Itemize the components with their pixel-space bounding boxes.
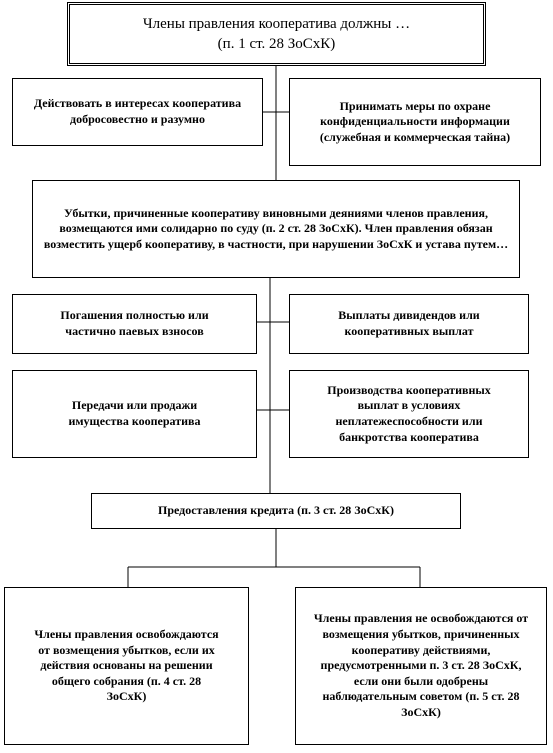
credit-text: Предоставления кредита (п. 3 ст. 28 ЗоСхК) bbox=[157, 503, 395, 518]
liability-box bbox=[32, 180, 520, 278]
duty-right-text: Принимать меры по охране конфиденциальности информации (служебная и коммерческая тайна) bbox=[319, 98, 511, 144]
violation-repayment-text: Погашения полностью или частично паевых взносов bbox=[60, 308, 209, 338]
exemption-left-text: Члены правления освобождаются от возмещения убытков, если их действия основаны на решении общего собрания (п. 4 ст. 28 ЗоСхК) bbox=[34, 627, 219, 704]
exemption-left-box bbox=[4, 587, 249, 745]
duty-right-box bbox=[289, 78, 541, 166]
liability-text: Убытки, причиненные кооперативу виновными деяниями членов правления, возмещаются ими солидарно по суду (п. 2 ст. 28 ЗоСхК). Член правления обязан возместить ущерб кооперативу, в частности, при нарушении ЗоСхК и устава путем… bbox=[43, 205, 509, 251]
credit-box bbox=[91, 493, 461, 529]
title-line-2: (п. 1 ст. 28 ЗоСхК) bbox=[217, 36, 336, 52]
exemption-right-box bbox=[295, 587, 547, 745]
duty-left-text: Действовать в интересах кооператива добросовестно и разумно bbox=[33, 96, 242, 126]
duty-left-box bbox=[12, 78, 263, 146]
exemption-right-text: Члены правления не освобождаются от возмещения убытков, причиненных кооперативу действиями, предусмотренными п. 3 ст. 28 ЗоСхК, если они были одобрены наблюдательным советом (п. 5 ст. 28 ЗоСхК) bbox=[313, 611, 529, 719]
violation-insolvency-text: Производства кооперативных выплат в условиях неплатежеспособности или банкротства кооператива bbox=[327, 382, 491, 444]
title-box bbox=[67, 2, 486, 66]
violation-property-box bbox=[12, 370, 257, 458]
violation-dividends-text: Выплаты дивидендов или кооперативных выплат bbox=[338, 308, 480, 338]
violation-repayment-box bbox=[12, 294, 257, 354]
violation-insolvency-box bbox=[289, 370, 529, 458]
violation-dividends-box bbox=[289, 294, 529, 354]
title-line-1: Члены правления кооператива должны … bbox=[142, 15, 411, 32]
violation-property-text: Передачи или продажи имущества кооператива bbox=[68, 398, 201, 428]
